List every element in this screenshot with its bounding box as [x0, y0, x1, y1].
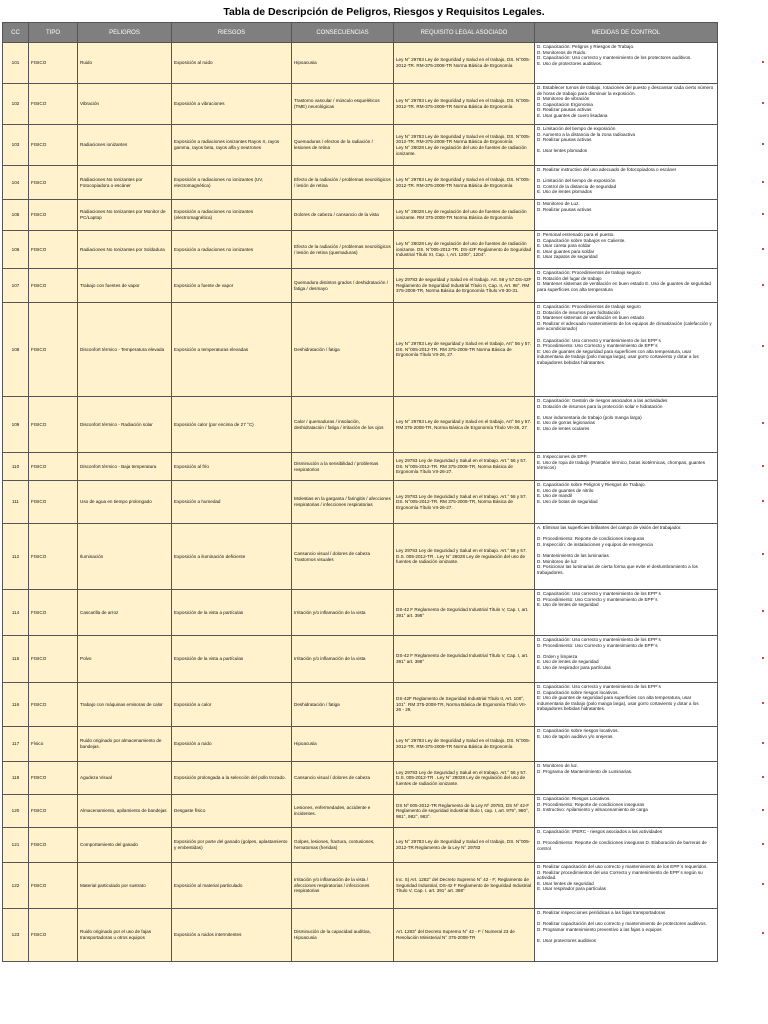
- cell-riesgo: Exposición a radiaciones no ionizantes: [172, 231, 292, 269]
- cell-cc: 101: [3, 43, 29, 84]
- cell-requisito: Ley 29783 de seguridad y Salud en el trabajo. Art. 56 y 57.DS-42F Reglamento de Seguridad Industrial Título II, Cap. II, Art. 98°. RM 375-2008-TR, Norma Básica de Ergonomía Título VII-30-31.: [394, 269, 535, 303]
- table-row: [3, 231, 718, 269]
- cell-peligro: Iluminación: [78, 524, 172, 590]
- cell-consecuencia: Efecto de la radiación / problemas neurológicos / lesión de retina: [292, 166, 394, 200]
- cell-consecuencia: Cansancio visual / dolores de cabeza: [292, 762, 394, 795]
- cell-riesgo: Exposición a fuente de vapor: [172, 269, 292, 303]
- cell-cc: 112: [3, 524, 29, 590]
- cell-tipo: FISICO: [29, 828, 78, 863]
- cell-tipo: FISICO: [29, 795, 78, 828]
- cell-cc: 122: [3, 863, 29, 909]
- cell-consecuencia: Hipoacusia: [292, 43, 394, 84]
- cell-tipo: FISICO: [29, 303, 78, 397]
- cell-medidas: D. Capacitación sobre Peligros y Riesgos de Trabajo. E. Uso de guantes de nitrilo E. Uso de mandil E. Uso de botas de seguridad: [535, 481, 718, 524]
- cell-cc: 103: [3, 125, 29, 166]
- row-edge-marker: [762, 465, 764, 467]
- cell-medidas: D. Monitoreo de Luz. D. Realizar pausas activas: [535, 200, 718, 231]
- table-row: [3, 762, 718, 795]
- cell-tipo: FISICO: [29, 125, 78, 166]
- cell-medidas: D. Capacitación: Riesgos Locativos. D. Procedimiento: Reporte de condiciones inseguras D. Instructivo: Apilamiento y almacenamiento de carga: [535, 795, 718, 828]
- table-row: [3, 636, 718, 683]
- cell-riesgo: Exposición al ruido: [172, 43, 292, 84]
- cell-tipo: FISICO: [29, 84, 78, 125]
- cell-tipo: FISICO: [29, 909, 78, 962]
- cell-cc: 111: [3, 481, 29, 524]
- cell-medidas: D. Capacitación: IPERC - riesgos asociados a las actividades D. Procedimiento: Reporte de condiciones inseguras D. Elaboración de barreras de control: [535, 828, 718, 863]
- cell-cc: 120: [3, 795, 29, 828]
- cell-consecuencia: Quemadura distintos grados / deshidratación / fatiga / desmayo: [292, 269, 394, 303]
- table-row: [3, 909, 718, 962]
- cell-medidas: D. Capacitación: Procedimientos de trabajo seguro D. Dotación de insumos para hidratación D. Mantener sistemas de ventilación en buen estado D. Realizar el adecuado mantenimiento de los equipos de climatización (calefacción y aire acondicionado) D. Capacitación: Uso correcto y mantenimiento de los EPP´s D. Procedimiento: Uso Correcto y mantenimiento de EPP´s E: Uso de guantes de seguridad para superficies con alta temperatura, usar indumentaria de trabajo (polo manga larga), usar gorro cortaviento y dotar a los trabajadores bebidas hidratantes.: [535, 303, 718, 397]
- cell-requisito: Ley 29783 Ley de Seguridad y Salud en el trabajo. Art.° 56 y 57. DS. N°005-2012-TR. RM 375-2008-TR, Norma Básica de Ergonomía Título VII-26-27.: [394, 453, 535, 481]
- cell-cc: 106: [3, 231, 29, 269]
- cell-cc: 110: [3, 453, 29, 481]
- table-row: [3, 200, 718, 231]
- cell-cc: 115: [3, 636, 29, 683]
- cell-requisito: Art. 1283° del Decreto Supremo N° 42 - F / Numeral 23 de Resolución Ministerial N° 375-2008-TR: [394, 909, 535, 962]
- cell-cc: 107: [3, 269, 29, 303]
- table-row: [3, 269, 718, 303]
- cell-requisito: Ley N° 29783 Ley de seguridad y Salud en el trabajo, Art° 56 y 57. RM 375-2008-TR, Norma Básica de Ergonomía Título VII-26, 27: [394, 397, 535, 453]
- page-title: Tabla de Descripción de Peligros, Riesgos y Requisitos Legales.: [223, 6, 545, 18]
- cell-consecuencia: Hipoacusia: [292, 727, 394, 762]
- cell-consecuencia: Molestias en la garganta / faringitis / afecciones respiratorias / infecciones respiratorias: [292, 481, 394, 524]
- cell-riesgo: Exposición a radiaciones no ionizantes (UV, electromagnética): [172, 166, 292, 200]
- cell-requisito: Ley N° 29783 Ley de Seguridad y Salud en el trabajo, DS. N°005-2012-TR. RM-375-2008-TR Norma Básica de Ergonomía: [394, 84, 535, 125]
- cell-consecuencia: Golpes, lesiones, fractura, contusiones, hematomas (heridas): [292, 828, 394, 863]
- row-edge-marker: [762, 843, 764, 845]
- table-row: [3, 727, 718, 762]
- cell-tipo: FISICO: [29, 863, 78, 909]
- table-row: [3, 590, 718, 636]
- row-edge-marker: [762, 61, 764, 63]
- cell-requisito: Ley N° 28028 Ley de regulación del uso de fuentes de radiación ionizante. DS. N°005-2012-TR. DS-42F Reglamento de Seguridad Industrial Título XI, Cap. I, Art. 1200°, 1204°.: [394, 231, 535, 269]
- cell-medidas: D. Limitación del tiempo de exposición D. Aumento a la distancia de la zona radioactiva D. Realizar pausas activas E. Usar lentes plomados: [535, 125, 718, 166]
- cell-requisito: Ley N° 29783 Ley de seguridad y Salud en el trabajo, Art° 56 y 57. DS. N°005-2012-TR. RM 375-2008-TR Norma Básica de Ergonomía Título VII-26, 27.: [394, 303, 535, 397]
- cell-medidas: D. Realizar capacitación del uso correcto y mantenimiento de los EPP´s requeridos. D. Realizar procedimientos del uso Correcto y mantenimiento de EPP´s según su actividad. E. Usar lentes de seguridad E. Usar respirador para partículas: [535, 863, 718, 909]
- cell-requisito: DS-42F Reglamento de Seguridad Industrial Título II, Art. 100°, 101°. RM 375-2008-TR, Norma Básica de Ergonomía Título VII- 26 - 29.: [394, 683, 535, 727]
- header-riesgos: RIESGOS: [172, 23, 292, 43]
- cell-consecuencia: Disminución de la capacidad auditiva, Hipoacusia: [292, 909, 394, 962]
- cell-consecuencia: Irritación y/o inflamación de la vista: [292, 636, 394, 683]
- header-cc: CC: [3, 23, 29, 43]
- table-row: [3, 828, 718, 863]
- cell-riesgo: Exposición a ruido: [172, 727, 292, 762]
- cell-consecuencia: Lesiones, enfermedades, accidente e incidentes.: [292, 795, 394, 828]
- cell-consecuencia: Irritación y/o inflamación de la vista: [292, 590, 394, 636]
- cell-peligro: Almacenamiento, apilamiento de bandejas: [78, 795, 172, 828]
- cell-medidas: D. Realizar instructivo del uso adecuado de fotocopiadora o escáner D. Limitación del tiempo de exposición D. Control de la distancia de seguridad E. Uso de lentes plomados: [535, 166, 718, 200]
- row-edge-marker: [762, 500, 764, 502]
- row-edge-marker: [762, 553, 764, 555]
- cell-requisito: Ley 29783 Ley de Seguridad y Salud en el trabajo. Art.° 56 y 57. DS. N°005-2012-TR. RM 375-2008-TR, Norma Básica de Ergonomía Título VII-26-27.: [394, 481, 535, 524]
- row-edge-marker: [762, 143, 764, 145]
- row-edge-marker: [762, 181, 764, 183]
- cell-tipo: FISICO: [29, 200, 78, 231]
- cell-cc: 114: [3, 590, 29, 636]
- cell-tipo: FISICO: [29, 43, 78, 84]
- cell-requisito: Ley N° 29783 Ley de Seguridad y Salud en el trabajo, DS. N°005-2012-TR. RM-375-2008-TR Norma Básica de Ergonomía: [394, 166, 535, 200]
- cell-peligro: Disconfort térmico - Temperatura elevada: [78, 303, 172, 397]
- cell-consecuencia: Efecto de la radiación / problemas neurológicos / lesión de retina (quemaduras): [292, 231, 394, 269]
- cell-medidas: A. Eliminar las superficies brillantes del campo de visión del trabajador. D. Procedimiento: Reporte de condiciones inseguras D. Inspección: de instalaciones y equipos de emergencia D. Mantenimiento de las luminarias D. Monitoreo de luz D. Posicionar las luminarias de cierta forma que evite el deslumbramiento a los trabajadores.: [535, 524, 718, 590]
- row-edge-marker: [762, 742, 764, 744]
- cell-consecuencia: Trastorno vascular / músculo esqueléticos (TME) neurológicas: [292, 84, 394, 125]
- header-medidas: MEDIDAS DE CONTROL: [535, 23, 718, 43]
- cell-consecuencia: Quemaduras / efectos de la radiación / lesiones de retina: [292, 125, 394, 166]
- table-row: [3, 453, 718, 481]
- cell-riesgo: Exposición de la vista a partículas: [172, 590, 292, 636]
- cell-cc: 123: [3, 909, 29, 962]
- cell-tipo: FISICO: [29, 590, 78, 636]
- table-header-row: [3, 23, 718, 43]
- table-row: [3, 481, 718, 524]
- cell-riesgo: Exposición por parte del ganado (golpes, aplastamiento y embestidas): [172, 828, 292, 863]
- cell-riesgo: Exposición a vibraciones: [172, 84, 292, 125]
- cell-consecuencia: Irritación y/o inflamación de la vista / afecciones respiratorias / infecciones respiratorias: [292, 863, 394, 909]
- cell-medidas: D. Capacitación: Procedimientos de trabajo seguro D. Rotación del lugar de trabajo D. Mantener sistemas de ventilación en buen estado E. Uso de guantes de seguridad para superficies con alta temperatura: [535, 269, 718, 303]
- cell-peligro: Radiaciones No Ionizantes por Fotocopiadora o escáner: [78, 166, 172, 200]
- cell-peligro: Trabajo con máquinas emisoras de calor: [78, 683, 172, 727]
- cell-requisito: Ley N° 29783 Ley de Seguridad y Salud en el trabajo, DS. N°005-2012-TR. RM-375-2008-TR Norma Básica de Ergonomía Ley N° 28028 Ley de regulación del uso de fuentes de radiación ionizante.: [394, 125, 535, 166]
- row-edge-marker: [762, 702, 764, 704]
- cell-medidas: D. Capacitación: Uso correcto y mantenimiento de los EPP´s D. Procedimiento: Uso Correcto y mantenimiento de EPP´s E. Uso de lentes de seguridad: [535, 590, 718, 636]
- cell-requisito: DS Nº 005-2012-TR Reglamento de la Ley Nº 29783, DS Nº 42-F Reglamento de seguridad industrial título I, cap. I, art. 979°, 980°, 981°, 982°, 983°.: [394, 795, 535, 828]
- cell-riesgo: Exposición a calor: [172, 683, 292, 727]
- cell-peligro: Vibración: [78, 84, 172, 125]
- cell-requisito: Ley 29783 Ley de Seguridad y Salud en el trabajo. Art.° 56 y 57. D.S. 005-2012-TR . Ley N° 28028 Ley de regulación del uso de fuentes de radiación ionizante.: [394, 762, 535, 795]
- cell-medidas: D. Monitoreo de luz. D. Programa de Mantenimiento de Luminarias.: [535, 762, 718, 795]
- cell-tipo: FISICO: [29, 524, 78, 590]
- cell-peligro: Disconfort térmico - Radiación solar: [78, 397, 172, 453]
- cell-cc: 118: [3, 762, 29, 795]
- cell-consecuencia: Cansancio visual / dolores de cabeza Trastornos visuales: [292, 524, 394, 590]
- table-row: [3, 683, 718, 727]
- cell-tipo: FISICO: [29, 683, 78, 727]
- cell-peligro: Radiaciones No Ionizantes por Soldadura: [78, 231, 172, 269]
- row-edge-marker: [762, 657, 764, 659]
- header-peligros: PELIGROS: [78, 23, 172, 43]
- cell-cc: 104: [3, 166, 29, 200]
- cell-riesgo: Exposición a radiaciones ionizantes Rayos X, rayos gamma, rayos beta, rayos alfa y neutrones: [172, 125, 292, 166]
- row-edge-marker: [762, 610, 764, 612]
- table-row: [3, 125, 718, 166]
- cell-tipo: Físico: [29, 727, 78, 762]
- cell-cc: 116: [3, 683, 29, 727]
- header-requisito: REQUISITO LEGAL ASOCIADO: [394, 23, 535, 43]
- cell-requisito: Ley 29783 Ley de Seguridad y Salud en el trabajo. Art.° 56 y 57. D.S. 005-2012-TR . Ley N° 28028 Ley de regulación del uso de fuentes de radiación ionizante.: [394, 524, 535, 590]
- table-row: [3, 863, 718, 909]
- row-edge-marker: [762, 284, 764, 286]
- cell-riesgo: Exposición a humedad: [172, 481, 292, 524]
- row-edge-marker: [762, 776, 764, 778]
- cell-consecuencia: Deshidratación / fatiga: [292, 303, 394, 397]
- cell-medidas: D. Personal entrenado para el puesto. D. Capacitación sobre trabajos en Caliente. E. Usar careta para soldar E. Usar guantes para soldar E. Usar zapatos de seguridad: [535, 231, 718, 269]
- cell-requisito: DS-42 F Reglamento de Seguridad Industrial Título V, Cap. I, art. 391° art. 398°: [394, 636, 535, 683]
- cell-medidas: D. Realizar inspecciones periódicas a las fajas transportadoras D. Realizar capacitación del uso correcto y mantenimiento de protectores auditivos. D. Programar mantenimiento preventivo a las fajas o equipos E. Usar protectores auditivos: [535, 909, 718, 962]
- cell-peligro: Disconfort térmico - Baja temperatura: [78, 453, 172, 481]
- table-row: [3, 166, 718, 200]
- cell-riesgo: Desgaste físico: [172, 795, 292, 828]
- table-row: [3, 303, 718, 397]
- cell-peligro: Material particulado por sustrato: [78, 863, 172, 909]
- cell-consecuencia: Dolores de cabeza / cansancio de la vista: [292, 200, 394, 231]
- cell-riesgo: Exposición a radiaciones no ionizantes (electromagnética): [172, 200, 292, 231]
- row-edge-marker: [762, 883, 764, 885]
- cell-requisito: DS-42 F Reglamento de Seguridad Industrial Título V, Cap. I, art. 391° art. 398°: [394, 590, 535, 636]
- hazard-table: [2, 22, 718, 962]
- cell-requisito: Inc. S) Art. 1282° del Decreto Supremo N° 42 - F; Reglamento de Seguridad Industrial, DS-42 F Reglamento de Seguridad Industrial Título V, Cap. I, art. 391° art. 398°: [394, 863, 535, 909]
- header-tipo: TIPO: [29, 23, 78, 43]
- cell-peligro: Radiaciones No Ionizantes por Monitor de PC/Laptop: [78, 200, 172, 231]
- cell-consecuencia: Calor / quemaduras / insolación, deshidratación / fatiga / irritación de los ojos: [292, 397, 394, 453]
- cell-medidas: D. Capacitación: Peligros y Riesgos de Trabajo. D. Monitoreos de Ruido. D. Capacitación: Uso correcto y mantenimiento de los protectores auditivos. E. Uso de protectores auditivos.: [535, 43, 718, 84]
- cell-peligro: Comportamiento del ganado: [78, 828, 172, 863]
- cell-tipo: FISICO: [29, 762, 78, 795]
- cell-cc: 105: [3, 200, 29, 231]
- cell-riesgo: Exposición calor (por encima de 27 °C): [172, 397, 292, 453]
- cell-riesgo: Exposición a temperaturas elevadas: [172, 303, 292, 397]
- table-row: [3, 43, 718, 84]
- cell-cc: 109: [3, 397, 29, 453]
- row-edge-marker: [762, 345, 764, 347]
- cell-cc: 108: [3, 303, 29, 397]
- cell-peligro: Cascarilla de arroz: [78, 590, 172, 636]
- cell-peligro: Ruido originado por el uso de fajas transportadoras u otros equipos: [78, 909, 172, 962]
- cell-tipo: FISICO: [29, 397, 78, 453]
- cell-medidas: D. Capacitación sobre riesgos locativos. E. Uso de tapón auditivo y/o orejeras.: [535, 727, 718, 762]
- cell-peligro: Radiaciones ionizantes: [78, 125, 172, 166]
- cell-riesgo: Exposición al material particulado: [172, 863, 292, 909]
- row-edge-marker: [762, 102, 764, 104]
- cell-peligro: Trabajo con fuentes de vapor: [78, 269, 172, 303]
- cell-peligro: Uso de agua en tiempo prolongado: [78, 481, 172, 524]
- cell-tipo: FISICO: [29, 166, 78, 200]
- cell-riesgo: Exposición prolongada a la selección del pollo trozado.: [172, 762, 292, 795]
- cell-consecuencia: Disminución a la sensibilidad / problemas respiratorios: [292, 453, 394, 481]
- cell-tipo: FISICO: [29, 636, 78, 683]
- cell-medidas: D. Capacitación: Uso correcto y mantenimiento de los EPP´s D. Procedimiento: Uso Correcto y mantenimiento de EPP´s D. Orden y limpieza E. Uso de lentes de seguridad E. Uso de respirador para partículas: [535, 636, 718, 683]
- cell-cc: 102: [3, 84, 29, 125]
- row-edge-marker: [762, 422, 764, 424]
- row-edge-marker: [762, 932, 764, 934]
- row-edge-marker: [762, 809, 764, 811]
- cell-peligro: Ruido originado por almacenamiento de bandejas.: [78, 727, 172, 762]
- row-edge-marker: [762, 248, 764, 250]
- cell-peligro: Polvo: [78, 636, 172, 683]
- table-row: [3, 795, 718, 828]
- table-row: [3, 397, 718, 453]
- cell-riesgo: Exposición a iluminación deficiente: [172, 524, 292, 590]
- cell-medidas: D. Inspecciones de EPP. E. Uso de ropa de trabajo (Pantalón térmico, botas isotérmicas, chompas, guantes térmicos): [535, 453, 718, 481]
- cell-peligro: Agudeza Visual: [78, 762, 172, 795]
- cell-riesgo: Exposición a ruidos intermitentes: [172, 909, 292, 962]
- cell-requisito: Ley N° 28028 Ley de regulación del uso de fuentes de radiación ionizante. RM 375-2008-TR Norma Básica de Ergonomía: [394, 200, 535, 231]
- row-edge-marker: [762, 213, 764, 215]
- cell-requisito: Ley N° 29783 Ley de Seguridad y Salud en el trabajo, DS. N°005-2012-TR Reglamento de la Ley N° 29783: [394, 828, 535, 863]
- cell-peligro: Ruido: [78, 43, 172, 84]
- cell-medidas: D. Capacitación: Gestión de riesgos asociados a las actividades D. Dotación de insumos para la protección solar e hidratación E. Usar indumentaria de trabajo (polo manga larga) E. Uso de gorras legionarias E. Uso de lentes oculares: [535, 397, 718, 453]
- cell-requisito: Ley N° 29783 Ley de Seguridad y Salud en el trabajo, DS. N°005-2012-TR. RM-375-2008-TR Norma Básica de Ergonomía: [394, 43, 535, 84]
- cell-riesgo: Exposición al frío: [172, 453, 292, 481]
- cell-tipo: FISICO: [29, 231, 78, 269]
- table-row: [3, 524, 718, 590]
- cell-requisito: Ley N° 29783 Ley de Seguridad y Salud en el trabajo, DS. N°005-2012-TR. RM-375-2008-TR Norma Básica de Ergonomía: [394, 727, 535, 762]
- header-consecuencias: CONSECUENCIAS: [292, 23, 394, 43]
- cell-tipo: FISICO: [29, 453, 78, 481]
- cell-tipo: FISICO: [29, 269, 78, 303]
- table-row: [3, 84, 718, 125]
- cell-medidas: D. Establecer turnos de trabajo, rotaciones del puesto y descansar cada cierto número de horas de trabajo para disminuir la exposición. D. Monitoreo de vibración D. Capacitacion Ergonomia D. Realizar pausas activas E. Usar guantes de cuero lisadana: [535, 84, 718, 125]
- cell-tipo: FISICO: [29, 481, 78, 524]
- cell-cc: 121: [3, 828, 29, 863]
- cell-riesgo: Exposición de la vista a partículas: [172, 636, 292, 683]
- cell-consecuencia: Deshidratación / fatiga: [292, 683, 394, 727]
- cell-cc: 117: [3, 727, 29, 762]
- cell-medidas: D. Capacitación: Uso correcto y mantenimiento de los EPP´s D. Capacitación sobre riesgos locativos. E: Uso de guantes de seguridad para superficies con alta temperatura, usar indumentaria de trabajo (polo manga larga), usar gorro cortaviento y dotar a los trabajadores bebidas hidratantes.: [535, 683, 718, 727]
